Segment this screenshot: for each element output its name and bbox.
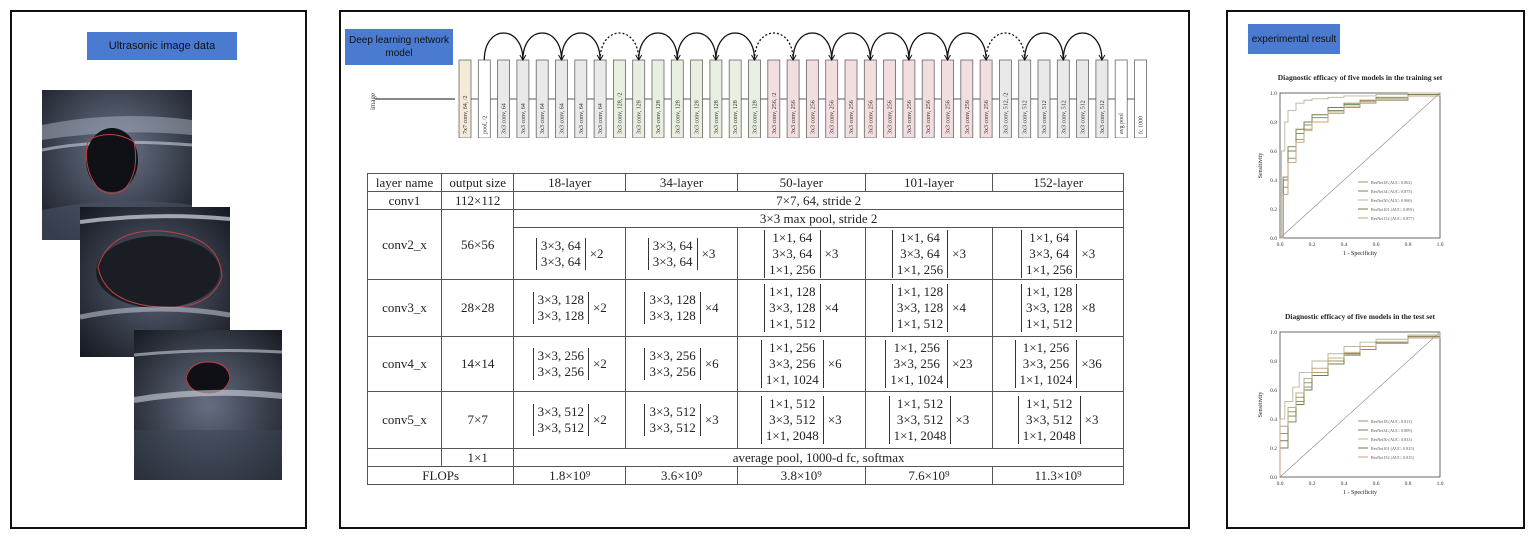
block-line: 1×1, 1024 [890,372,944,387]
skip-connection [523,33,562,60]
skip-connection [484,33,523,60]
residual-block [1021,230,1095,278]
block-line: 1×1, 128 [769,284,816,299]
residual-block [764,230,838,278]
block-line: 1×1, 1024 [765,372,819,387]
block-line: 3×3, 256 [649,348,696,363]
roc-chart-test [1246,307,1506,507]
block-line: 1×1, 128 [1026,284,1073,299]
block-line: 1×1, 2048 [1022,428,1076,443]
flops-50: 3.8×10⁹ [737,467,865,485]
reference-diagonal [1280,93,1440,238]
layer-label: 3x3 conv, 128 [636,100,643,134]
conv4-size: 14×14 [442,337,514,392]
block-line: 1×1, 256 [769,340,816,355]
header-34-layer: 34-layer [626,174,738,192]
flops-34: 3.6×10⁹ [626,467,738,485]
block-multiplier: ×2 [592,412,607,427]
block-line: 3×3, 64 [1029,245,1070,261]
layer-label: 3x3 conv, 64 [520,103,527,134]
block-bracket [1018,396,1081,444]
block-cell [514,228,626,280]
x-tick-label: 0.8 [1404,242,1412,248]
block-line: 1×1, 64 [772,229,813,245]
block-line: 1×1, 2048 [765,428,819,443]
layer-label: 3x3 conv, 256 [926,100,933,134]
block-bracket [761,396,824,444]
block-line: 3×3, 64 [652,253,693,269]
layer-label: 3x3 conv, 64 [501,103,508,134]
block-multiplier: ×2 [592,356,607,371]
block-bracket [761,340,824,388]
layer-label: 3x3 conv, 128, /2 [617,92,624,134]
table-row-conv3 [368,280,1124,337]
layer-label: 3x3 conv, 64 [598,103,605,134]
header-output-size: output size [442,174,514,192]
x-tick-label: 0.2 [1308,481,1316,487]
block-bracket [644,292,700,324]
block-multiplier: ×6 [827,356,842,371]
header-layer-name: layer name [368,174,442,192]
block-line: 1×1, 64 [1029,229,1070,245]
block-bracket [1021,284,1077,332]
x-tick-label: 1.0 [1436,481,1444,487]
legend-entry: ResNet101 (AUC: 0.891) [1371,207,1414,212]
block-line: 3×3, 128 [537,292,584,307]
conv5-size: 7×7 [442,392,514,449]
table-row-conv2 [368,210,1124,228]
layer-label: 3x3 conv, 256, /2 [771,92,778,134]
layer-label: avg pool [1119,113,1126,134]
block-line: 3×3, 128 [769,300,816,315]
skip-connection [562,33,601,60]
block-multiplier: ×3 [1084,412,1099,427]
block-multiplier: ×2 [592,300,607,315]
layer-label: 3x3 conv, 128 [656,100,662,134]
layer-label: pool, /2 [482,115,489,134]
flops-18: 1.8×10⁹ [514,467,626,485]
layer-label: 3x3 conv, 256 [849,100,855,134]
layer-label: 3x3 conv, 128 [694,100,701,134]
block-multiplier: ×23 [952,356,973,371]
block-cell [737,280,865,337]
skip-connection [716,33,755,60]
y-tick-label: 0.4 [1270,178,1277,184]
skip-connection [755,33,794,60]
chart-title: Diagnostic efficacy of five models in the training set [1277,73,1443,82]
final-size: 1×1 [442,449,514,467]
layer-label: 3x3 conv, 512 [1099,100,1106,134]
block-multiplier: ×3 [701,245,716,261]
block-line: 3×3, 512 [769,412,816,427]
ultrasound-image-3 [134,330,282,480]
block-line: 1×1, 1024 [1019,372,1073,387]
y-tick-label: 0.4 [1270,417,1277,423]
skip-connection [1063,33,1102,60]
block-multiplier: ×8 [1081,300,1096,315]
layer-label: 7x7 conv, 64, /2 [463,95,469,134]
block-cell [865,337,993,392]
legend-entry: ResNet34 (AUC: 0.809) [1371,428,1412,433]
table-row-conv1 [368,192,1124,210]
flops-101: 7.6×10⁹ [865,467,993,485]
block-line: 3×3, 512 [896,412,944,427]
final-name [368,449,442,467]
skip-connection [870,33,909,60]
x-axis-label: 1 - Specificity [1343,251,1377,257]
layer-label: 3x3 conv, 64 [578,103,585,134]
block-line: 1×1, 256 [769,261,816,277]
block-bracket [533,348,589,380]
residual-block [1015,340,1102,388]
block-cell [737,392,865,449]
legend-entry: ResNet152 (AUC: 0.877) [1371,216,1414,221]
block-cell [993,392,1124,449]
table-row-conv5 [368,392,1124,449]
block-bracket [644,404,700,436]
x-tick-label: 0.6 [1372,242,1380,248]
block-bracket [764,230,820,278]
conv2-name: conv2_x [368,210,442,280]
flops-152: 11.3×10⁹ [993,467,1124,485]
ultrasound-panel [10,10,307,529]
block-cell [865,392,993,449]
block-bracket [892,284,948,332]
block-line: 3×3, 512 [537,420,584,435]
conv3-name: conv3_x [368,280,442,337]
block-line: 1×1, 256 [896,261,944,277]
block-bracket [644,348,700,380]
legend-entry: ResNet18 (AUC: 0.813) [1371,419,1412,424]
residual-block [892,284,966,332]
table-row-final [368,449,1124,467]
residual-block [1021,284,1095,332]
block-cell [514,392,626,449]
block-line: 1×1, 512 [1026,396,1073,411]
block-line: 3×3, 128 [649,308,696,323]
x-tick-label: 0.4 [1340,481,1348,487]
block-line: 3×3, 512 [537,404,584,419]
layer-label: 3x3 conv, 128 [733,100,740,134]
conv5-name: conv5_x [368,392,442,449]
block-bracket [648,238,698,270]
block-line: 3×3, 256 [893,356,940,371]
residual-block [761,396,842,444]
block-cell [514,280,626,337]
block-line: 1×1, 512 [896,316,944,331]
x-tick-label: 0.6 [1372,481,1380,487]
chart-title: Diagnostic efficacy of five models in the test set [1285,312,1435,321]
block-bracket [892,230,948,278]
legend-entry: ResNet34 (AUC: 0.875) [1371,189,1412,194]
y-tick-label: 0.8 [1270,120,1277,126]
conv3-size: 28×28 [442,280,514,337]
network-label: Deep learning network model [345,29,453,65]
table-row-conv4 [368,337,1124,392]
ultrasound-label: Ultrasonic image data [87,32,237,60]
residual-block [761,340,842,388]
block-multiplier: ×4 [824,300,839,315]
legend-entry: ResNet50 (AUC: 0.960) [1371,198,1412,203]
layer-label: 3x3 conv, 512, /2 [1003,92,1010,134]
skip-connection [677,33,716,60]
block-bracket [533,404,589,436]
residual-block [533,348,607,380]
residual-block [644,348,718,380]
layer-label: 3x3 conv, 512 [1080,100,1087,134]
block-line: 3×3, 512 [1026,412,1073,427]
residual-block [892,230,966,278]
layer-label: 3x3 conv, 256 [868,100,875,134]
block-line: 3×3, 64 [900,245,940,261]
block-line: 1×1, 512 [769,316,816,331]
layer-label: 3x3 conv, 128 [675,100,682,134]
block-cell [993,280,1124,337]
block-cell [626,228,738,280]
x-tick-label: 0.2 [1308,242,1316,248]
results-label: experimental result [1248,24,1340,54]
block-line: 3×3, 64 [772,245,813,261]
layer-label: 3x3 conv, 512 [1061,100,1068,134]
residual-block [644,292,718,324]
header-18-layer: 18-layer [514,174,626,192]
block-multiplier: ×3 [1081,245,1096,261]
y-tick-label: 0.2 [1270,446,1277,452]
block-cell [865,280,993,337]
block-bracket [533,292,589,324]
table-header-row [368,174,1124,192]
layer-label: 3x3 conv, 64 [559,103,566,134]
y-tick-label: 0.0 [1270,236,1277,242]
residual-block [533,292,607,324]
y-axis-label: Sensitivity [1258,152,1264,179]
layer-label: 3x3 conv, 256 [906,100,913,134]
block-bracket [764,284,820,332]
block-cell [865,228,993,280]
skip-connection [793,33,832,60]
block-line: 1×1, 256 [1026,261,1073,277]
layer-label: 3x3 conv, 128 [713,100,720,134]
layer-label: 3x3 conv, 256 [829,100,836,134]
conv1-name: conv1 [368,192,442,210]
y-tick-label: 1.0 [1270,330,1277,336]
y-tick-label: 0.0 [1270,475,1277,481]
layer-label: 3x3 conv, 128 [752,100,759,134]
layer-label: 3x3 conv, 256 [810,100,817,134]
block-cell [626,392,738,449]
block-cell [626,280,738,337]
block-multiplier: ×3 [827,412,842,427]
network-panel [339,10,1190,529]
y-tick-label: 0.6 [1270,149,1277,155]
block-line: 1×1, 512 [1026,316,1073,331]
skip-connection [948,33,987,60]
residual-block [533,404,607,436]
block-bracket [1015,340,1078,388]
residual-block [764,284,838,332]
block-multiplier: ×3 [955,412,970,427]
conv1-size: 112×112 [442,192,514,210]
residual-block [1018,396,1099,444]
legend-entry: ResNet152 (AUC: 0.815) [1371,455,1414,460]
table-row-flops [368,467,1124,485]
block-line: 1×1, 64 [900,229,940,245]
y-tick-label: 0.2 [1270,207,1277,213]
block-line: 3×3, 512 [649,420,696,435]
resnet-architecture-diagram [365,18,1155,138]
results-panel [1226,10,1525,529]
layer-label: 3x3 conv, 256 [791,100,798,134]
residual-block [644,404,718,436]
layer-label: 3x3 conv, 64 [540,103,547,134]
block-line: 3×3, 256 [537,364,584,379]
block-line: 1×1, 256 [893,340,940,355]
header-101-layer: 101-layer [865,174,993,192]
block-bracket [885,340,948,388]
layer-label: 3x3 conv, 256 [964,100,971,134]
x-axis-label: 1 - Specificity [1343,490,1377,496]
skip-connection [1025,33,1064,60]
legend-entry: ResNet18 (AUC: 0.862) [1371,180,1412,185]
block-multiplier: ×2 [589,245,604,261]
block-line: 3×3, 128 [1026,300,1073,315]
skip-connection [986,33,1025,60]
block-line: 3×3, 128 [649,292,696,307]
block-line: 3×3, 256 [649,364,696,379]
y-tick-label: 0.6 [1270,388,1277,394]
block-multiplier: ×4 [952,300,967,315]
resnet-config-table [367,173,1124,485]
skip-connection [909,33,948,60]
x-tick-label: 0.8 [1404,481,1412,487]
residual-block [889,396,970,444]
layer-label: 3x3 conv, 256 [887,100,894,134]
conv4-name: conv4_x [368,337,442,392]
block-line: 1×1, 512 [769,396,816,411]
block-line: 3×3, 256 [769,356,816,371]
block-cell [993,337,1124,392]
block-line: 3×3, 256 [1022,356,1070,371]
flops-label: FLOPs [368,467,514,485]
final-desc: average pool, 1000-d fc, softmax [514,449,1124,467]
layer-label: 3x3 conv, 512 [1022,100,1029,134]
block-line: 1×1, 512 [896,396,944,411]
block-multiplier: ×4 [704,300,719,315]
block-line: 3×3, 512 [649,404,696,419]
block-line: 1×1, 2048 [893,428,947,443]
layer-label: 3x3 conv, 512 [1042,100,1048,134]
block-bracket [889,396,952,444]
skip-connection [600,33,639,60]
block-line: 3×3, 64 [652,237,693,253]
block-multiplier: ×3 [952,245,967,261]
skip-connection [639,33,678,60]
skip-connection [832,33,871,60]
maxpool-desc: 3×3 max pool, stride 2 [514,210,1124,228]
block-multiplier: ×36 [1081,356,1102,371]
block-cell [737,228,865,280]
block-cell [514,337,626,392]
block-line: 1×1, 128 [896,284,944,299]
block-line: 3×3, 128 [896,300,944,315]
residual-block [885,340,972,388]
layer-label: 3x3 conv, 256 [945,100,952,134]
y-axis-label: Sensitivity [1258,391,1264,418]
block-bracket [536,238,586,270]
block-line: 3×3, 256 [537,348,584,363]
block-cell [626,337,738,392]
y-tick-label: 1.0 [1270,91,1277,97]
block-multiplier: ×3 [704,412,719,427]
legend-entry: ResNet101 (AUC: 0.815) [1371,446,1414,451]
header-50-layer: 50-layer [737,174,865,192]
block-line: 3×3, 128 [537,308,584,323]
residual-block [648,238,716,270]
x-tick-label: 1.0 [1436,242,1444,248]
conv1-desc: 7×7, 64, stride 2 [514,192,1124,210]
x-tick-label: 0.0 [1276,481,1284,487]
block-bracket [1021,230,1077,278]
x-tick-label: 0.0 [1276,242,1284,248]
block-cell [993,228,1124,280]
block-line: 1×1, 256 [1022,340,1070,355]
legend-entry: ResNet50 (AUC: 0.833) [1371,437,1412,442]
block-line: 3×3, 64 [540,253,581,269]
y-tick-label: 0.8 [1270,359,1277,365]
header-152-layer: 152-layer [993,174,1124,192]
block-line: 3×3, 64 [540,237,581,253]
layer-label: fc 1000 [1138,115,1145,134]
network-input-label: image [369,92,377,110]
roc-chart-training [1246,68,1506,268]
x-tick-label: 0.4 [1340,242,1348,248]
residual-block [536,238,604,270]
block-multiplier: ×3 [824,245,839,261]
conv2-size: 56×56 [442,210,514,280]
layer-label: 3x3 conv, 256 [984,100,991,134]
block-cell [737,337,865,392]
block-multiplier: ×6 [704,356,719,371]
